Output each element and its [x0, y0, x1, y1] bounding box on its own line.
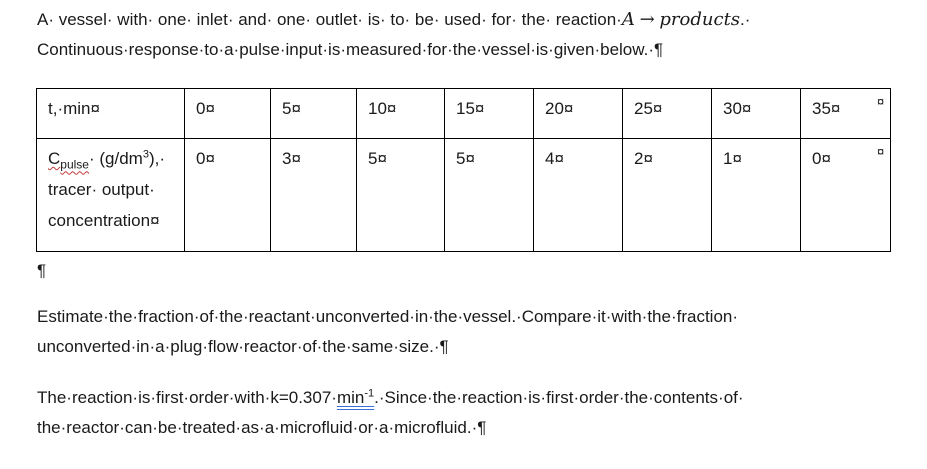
concentration-cell: 4¤	[534, 139, 623, 252]
row-end-mark: ¤	[877, 94, 885, 109]
intro-text-2: Continuous·response·to·a·pulse·input·is·measured·for·the·vessel·is·given·below.·	[37, 40, 654, 59]
time-cell: 30¤	[712, 89, 801, 139]
time-cell: 15¤	[445, 89, 534, 139]
question-line-1: Estimate·the·fraction·of·the·reactant·unconverted·in·the·vessel.·Compare·it·with·the·fraction·	[37, 307, 739, 326]
concentration-cell: 5¤	[445, 139, 534, 252]
concentration-cell: 1¤	[712, 139, 801, 252]
products-symbol: products	[659, 9, 741, 30]
concentration-cell: 2¤	[623, 139, 712, 252]
note-line-1: $The\cdot reaction\cdot is\cdot first\cdot order\cdot with\cdot k=0.307\cdot\min^{-1}.\cdot Since\cdot the\cdot reaction\cdot is\cdot first\cdot order\cdot the\cdot contents\cdot of\cdot$	[37, 387, 744, 407]
time-cell: 0¤	[185, 89, 271, 139]
question-paragraph	[37, 302, 897, 362]
empty-paragraph-mark: ¶	[37, 261, 47, 280]
intro-line-2	[37, 35, 897, 65]
concentration-cell: 5¤	[357, 139, 445, 252]
rate-unit: $\min^{-1}$	[336, 387, 375, 407]
concentration-cell: 0¤	[185, 139, 271, 252]
intro-text: A· vessel· with· one· inlet· and· one· outlet· is· to· be· used· for· the· reaction·	[37, 10, 622, 29]
time-cell: 25¤	[623, 89, 712, 139]
concentration-cell: 0¤	[801, 139, 891, 252]
concentration-header-cell: $C_{pulse}\cdot (g/dm^3),\cdot$ tracer· output· concentration¤	[37, 139, 185, 252]
note-line-2: the·reactor·can·be·treated·as·a·microfluid·or·a·microfluid.·¶	[37, 418, 487, 437]
time-cell: 20¤	[534, 89, 623, 139]
concentration-cell: 3¤	[271, 139, 357, 252]
pilcrow-mark: ¶	[653, 40, 664, 59]
reactant-symbol: A	[621, 9, 635, 30]
question-line-2: unconverted·in·a·plug·flow·reactor·of·the·same·size.·¶	[37, 337, 449, 356]
time-cell: 35¤	[801, 89, 891, 139]
time-cell: 10¤	[357, 89, 445, 139]
row-end-mark: ¤	[877, 144, 885, 159]
time-cell: 5¤	[271, 89, 357, 139]
table-row	[37, 139, 891, 252]
note-paragraph	[37, 383, 897, 443]
response-table	[36, 88, 891, 252]
time-header-cell: t,·min¤	[37, 89, 185, 139]
intro-line-1	[37, 5, 897, 35]
reaction-arrow: →	[639, 9, 655, 30]
table-row	[37, 89, 891, 139]
intro-paragraph	[37, 5, 897, 65]
intro-end: .·	[740, 10, 751, 29]
